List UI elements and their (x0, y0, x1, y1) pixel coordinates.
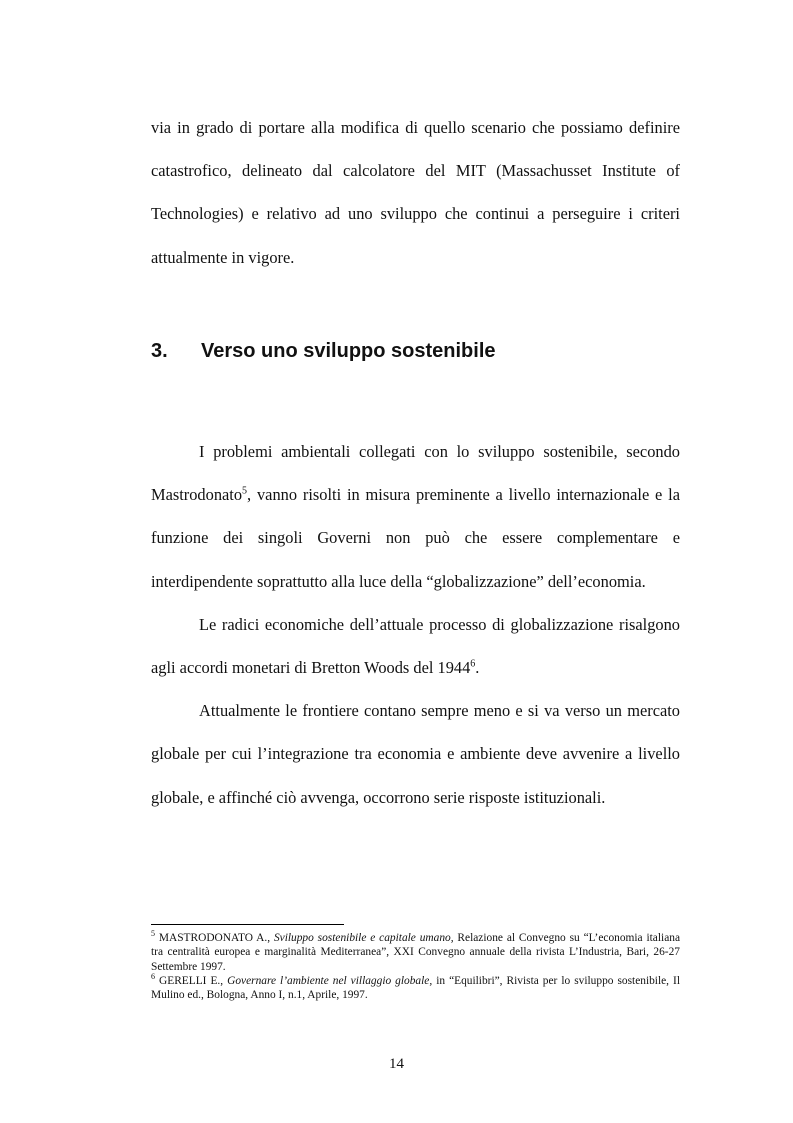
paragraph-2-text-cont: . (475, 658, 480, 678)
footnote-separator (151, 924, 344, 925)
section-title: Verso uno sviluppo sostenibile (201, 340, 496, 362)
paragraph-text: via in grado di portare alla modifica di quello scenario che possiamo definire catastrofico, delineato dal calcolatore del MIT (Massachusset Institute of Technologies) e relativo ad uno sviluppo che continui a perseguire i criteri attualmente in vigore. (151, 118, 680, 267)
section-body (151, 430, 680, 819)
paragraph-1 (151, 430, 680, 603)
footnote-ref-6[interactable]: 6 (470, 658, 476, 670)
section-heading (151, 340, 496, 363)
footnote-title: Sviluppo sostenibile e capitale umano, (273, 932, 454, 944)
footnote-title: Governare l’ambiente nel villaggio globale, (227, 974, 433, 987)
footnotes (151, 931, 680, 1002)
footnote-author: GERELLI E., (155, 974, 228, 987)
footnote-details: in “Equilibri”, Rivista per lo sviluppo sostenibile, Il Mulino ed., Bologna, Anno I, n.1, Aprile, 1997. (151, 974, 680, 1002)
page-number: 14 (389, 1056, 404, 1072)
paragraph-2 (151, 603, 680, 689)
paragraph-1-text: I problemi ambientali collegati con lo sviluppo sostenibile, secondo Mastrodonato (151, 442, 680, 505)
footnote-marker: 6 (151, 972, 155, 982)
paragraph-1-text-cont: , vanno risolti in misura preminente a livello internazionale e la funzione dei singoli Governi non può che essere complementare e interdipendente soprattutto alla luce della “globalizzazione” dell’economia. (151, 485, 680, 591)
footnote-marker: 5 (151, 929, 155, 939)
paragraph-2-text: Le radici economiche dell’attuale processo di globalizzazione risalgono agli accordi monetari di Bretton Woods del 1944 (151, 614, 680, 678)
footnote-5 (151, 931, 680, 974)
continuation-paragraph (151, 106, 680, 279)
footnote-ref-5[interactable]: 5 (242, 485, 248, 497)
paragraph-3: Attualmente le frontiere contano sempre meno e si va verso un mercato globale per cui l’integrazione tra economia e ambiente deve avvenire a livello globale, e affinché ciò avvenga, occorrono serie risposte istituzionali. (151, 701, 680, 807)
footnote-author: MASTRODONATO A., (155, 932, 274, 944)
footnote-details: Relazione al Convegno su “L’economia italiana tra centralità europea e marginalità Mediterranea”, XXI Convegno annuale della rivista L’Industria, Bari, 26-27 Settembre 1997. (151, 932, 680, 973)
footnote-6 (151, 974, 680, 1003)
section-number: 3. (151, 340, 168, 362)
